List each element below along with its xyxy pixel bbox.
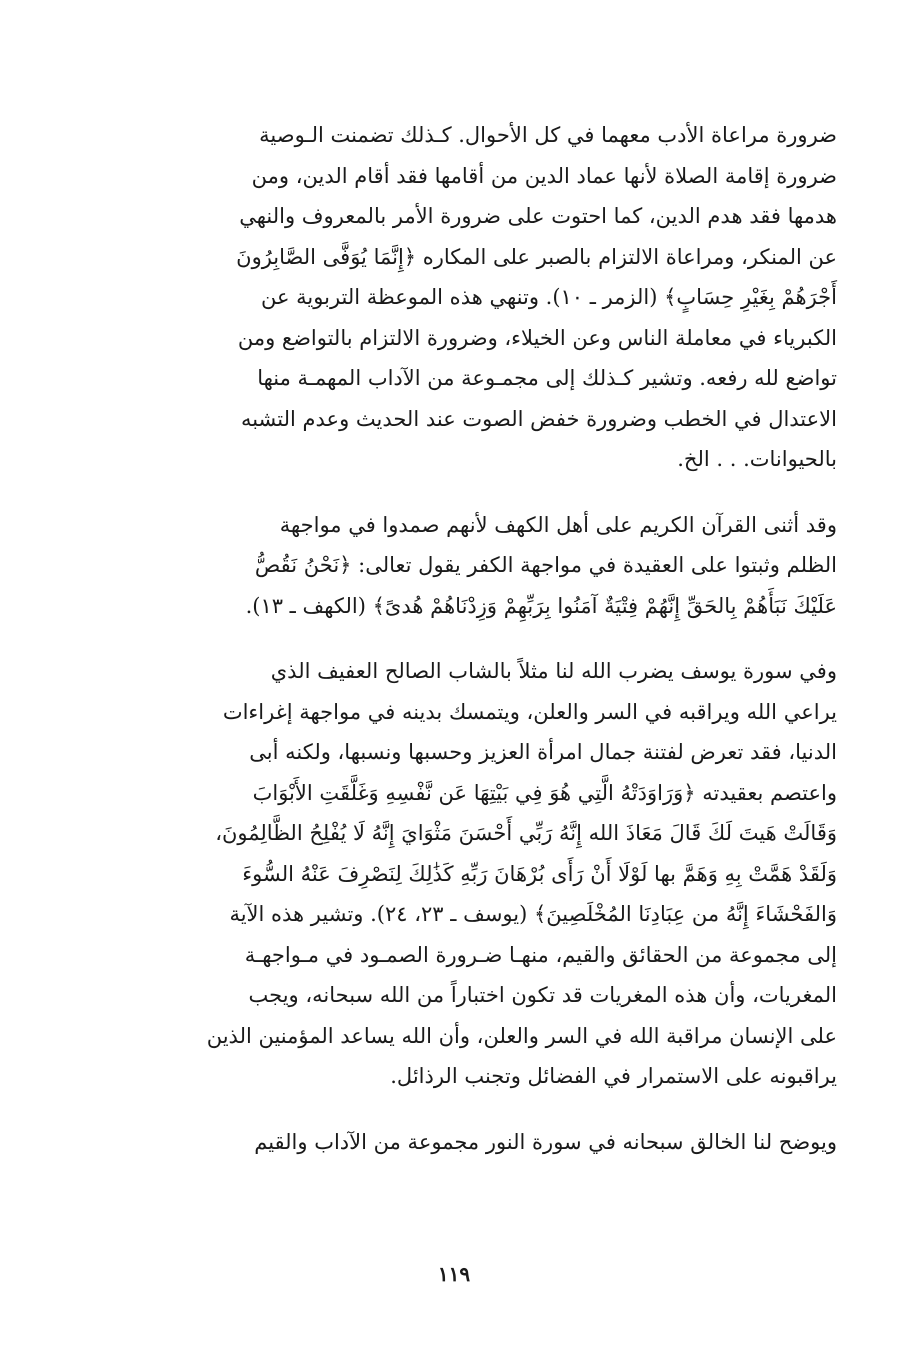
text-line: يراعي الله ويراقبه في السر والعلن، ويتمسك بدينه في مواجهة إغراءات (222, 699, 837, 724)
text-line: يراقبونه على الاستمرار في الفضائل وتجنب الرذائل. (390, 1064, 837, 1088)
text-line: ويوضح لنا الخالق سبحانه في سورة النور مجموعة من الآداب والقيم (254, 1129, 837, 1154)
text-line: عَلَيْكَ نَبَأَهُمْ بِالحَقِّ إِنَّهُمْ فِتْيَةٌ آمَنُوا بِرَبِّهِمْ وَزِدْنَاهُمْ هُدىً﴾ (الكهف ـ ١٣). (245, 593, 837, 618)
text-line: وَلَقَدْ هَمَّتْ بِهِ وَهَمَّ بها لَوْلَا أَنْ رَأَى بُرْهَانَ رَبِّهِ كَذَٰلِكَ لِنَصْرِفَ عَنْهُ السُّوءَ (242, 861, 837, 886)
text-line: ضرورة مراعاة الأدب معهما في كل الأحوال. كـذلك تضمنت الـوصية (259, 123, 837, 147)
paragraph-2 (125, 505, 837, 627)
paragraph-spacer (125, 626, 837, 651)
page-number: ١١٩ (437, 1262, 471, 1286)
text-line: الاعتدال في الخطب وضرورة خفض الصوت عند الحديث وعدم التشبه (240, 406, 837, 431)
text-line: هدمها فقد هدم الدين، كما احتوت على ضرورة الأمر بالمعروف والنهي (239, 204, 837, 228)
paragraph-3 (125, 651, 837, 1097)
page-body (125, 115, 837, 1162)
text-line: بالحيوانات. . . الخ. (677, 447, 837, 471)
text-line: واعتصم بعقيدته ﴿وَرَاوَدَتْهُ الَّتِي هُوَ فِي بَيْتِهَا عَن نَّفْسِهِ وَغَلَّقَتِ الأَبْوَابَ (252, 780, 837, 805)
paragraph-4 (125, 1122, 837, 1163)
text-line: المغريات، وأن هذه المغريات قد تكون اختباراً من الله سبحانه، ويجب (248, 983, 837, 1007)
text-line: إلى مجموعة من الحقائق والقيم، منهـا ضـرورة الصمـود في مـواجهـة (244, 942, 837, 967)
text-line: عن المنكر، ومراعاة الالتزام بالصبر على المكاره ﴿إِنَّمَا يُوَفَّى الصَّابِرُونَ (236, 244, 837, 269)
paragraph-spacer (125, 1097, 837, 1122)
text-line: وَالفَحْشَاءَ إِنَّهُ من عِبَادِنَا المُخْلَصِينَ﴾ (يوسف ـ ٢٣، ٢٤). وتشير هذه الآية (229, 902, 837, 926)
text-line: وقد أثنى القرآن الكريم على أهل الكهف لأنهم صمدوا في مواجهة (279, 512, 837, 537)
text-line: الظلم وثبتوا على العقيدة في مواجهة الكفر يقول تعالى: ﴿نَحْنُ نَقُصُّ (254, 553, 837, 577)
text-line: ضرورة إقامة الصلاة لأنها عماد الدين من أقامها فقد أقام الدين، ومن (251, 163, 837, 188)
text-line: وَقَالَتْ هَيتَ لَكَ قَالَ مَعَاذَ الله إِنَّهُ رَبِّي أَحْسَنَ مَثْوَايَ إِنَّهُ لَا يُفْلِحُ الظَّالِمُونَ، (215, 821, 837, 845)
text-line: الدنيا، فقد تعرض لفتنة جمال امرأة العزيز وحسبها ونسبها، ولكنه أبى (249, 740, 837, 764)
paragraph-1 (125, 115, 837, 480)
text-line: أَجْرَهُمْ بِغَيْرِ حِسَابٍ﴾ (الزمر ـ ١٠). وتنهي هذه الموعظة التربوية عن (260, 285, 837, 309)
paragraph-spacer (125, 480, 837, 505)
text-line: تواضع لله رفعه. وتشير كـذلك إلى مجمـوعة من الآداب المهمـة منها (257, 366, 837, 390)
text-line: وفي سورة يوسف يضرب الله لنا مثلاً بالشاب الصالح العفيف الذي (270, 659, 837, 683)
text-line: على الإنسان مراقبة الله في السر والعلن، وأن الله يساعد المؤمنين الذين (206, 1023, 837, 1048)
text-line: الكبرياء في معاملة الناس وعن الخيلاء، وضرورة الالتزام بالتواضع ومن (237, 325, 837, 350)
